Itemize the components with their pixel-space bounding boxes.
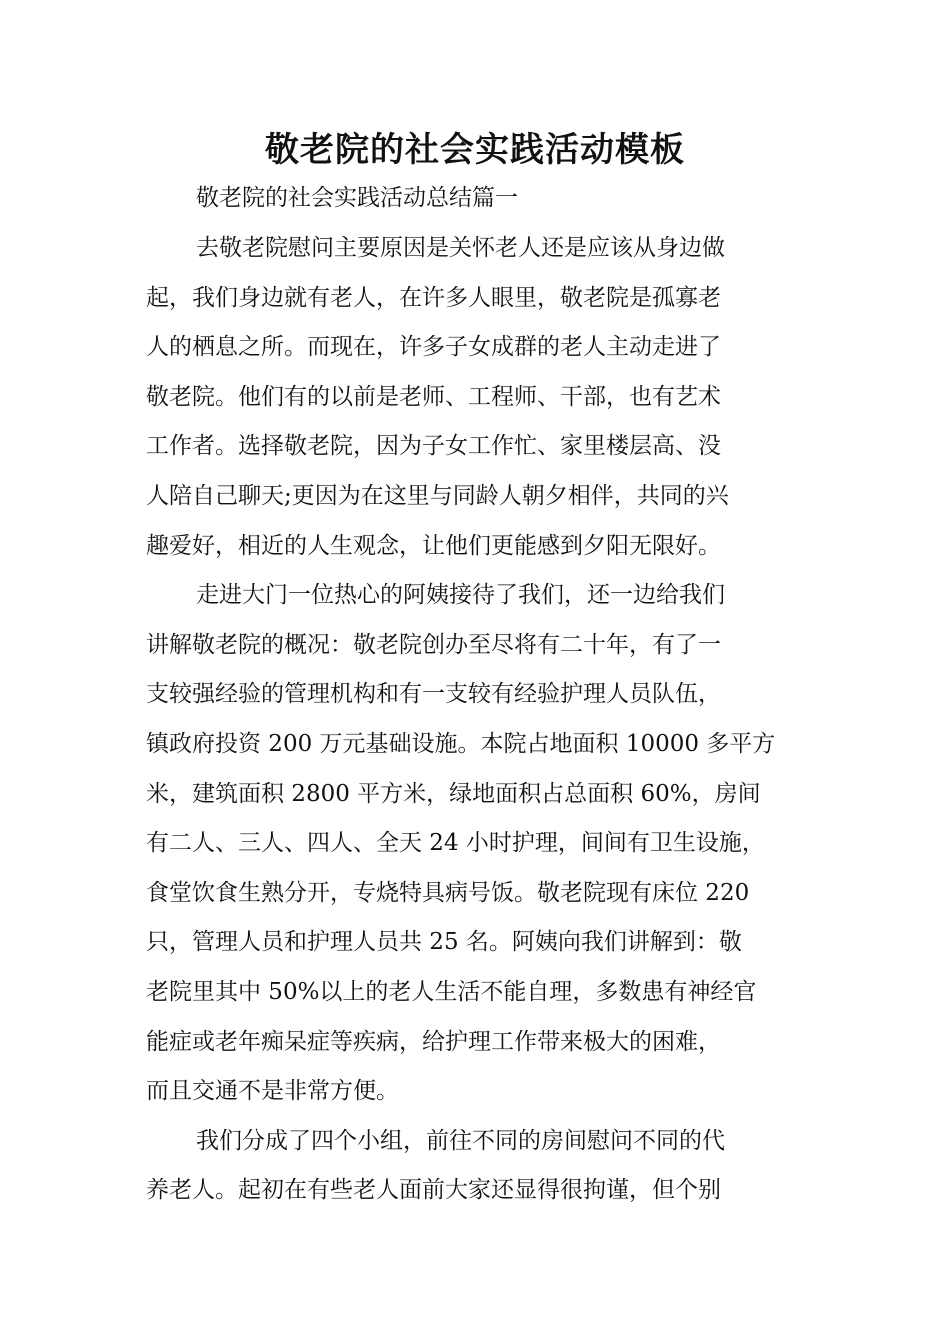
text-line: 而且交通不是非常方便。 xyxy=(146,1078,399,1105)
text-line: 有二人、三人、四人、全天 24 小时护理，间间有卫生设施， xyxy=(146,830,765,857)
text-line: 养老人。起初在有些老人面前大家还显得很拘谨，但个别 xyxy=(146,1177,721,1204)
text-line: 走进大门一位热心的阿姨接待了我们，还一边给我们 xyxy=(196,582,725,609)
text-line: 起，我们身边就有老人，在许多人眼里，敬老院是孤寡老 xyxy=(146,284,721,311)
text-line: 人的栖息之所。而现在，许多子女成群的老人主动走进了 xyxy=(146,334,721,361)
paragraph-2 xyxy=(146,571,816,1117)
text-line: 食堂饮食生熟分开，专烧特具病号饭。敬老院现有床位 220 xyxy=(146,879,750,906)
text-line: 镇政府投资 200 万元基础设施。本院占地面积 10000 多平方 xyxy=(146,730,776,757)
text-line: 工作者。选择敬老院，因为子女工作忙、家里楼层高、没 xyxy=(146,433,721,460)
text-line: 人陪自己聊天;更因为在这里与同龄人朝夕相伴，共同的兴 xyxy=(146,482,729,509)
text-line: 支较强经验的管理机构和有一支较有经验护理人员队伍， xyxy=(146,681,721,708)
document-title: 敬老院的社会实践活动模板 xyxy=(265,130,685,170)
text-line: 我们分成了四个小组，前往不同的房间慰问不同的代 xyxy=(196,1127,725,1154)
text-line: 趣爱好，相近的人生观念，让他们更能感到夕阳无限好。 xyxy=(146,532,721,559)
text-line: 去敬老院慰问主要原因是关怀老人还是应该从身边做 xyxy=(196,235,725,261)
text-line: 能症或老年痴呆症等疾病，给护理工作带来极大的困难， xyxy=(146,1028,721,1055)
text-line: 老院里其中 50%以上的老人生活不能自理，多数患有神经官 xyxy=(146,978,757,1005)
document-body xyxy=(146,224,816,1216)
text-line: 只，管理人员和护理人员共 25 名。阿姨向我们讲解到：敬 xyxy=(146,929,742,956)
paragraph-3 xyxy=(146,1117,816,1216)
text-line: 米，建筑面积 2800 平方米，绿地面积占总面积 60%，房间 xyxy=(146,780,761,807)
document-subtitle: 敬老院的社会实践活动总结篇一 xyxy=(196,185,518,211)
text-line: 讲解敬老院的概况：敬老院创办至尽将有二十年，有了一 xyxy=(146,631,721,658)
paragraph-1 xyxy=(146,224,816,571)
text-line: 敬老院。他们有的以前是老师、工程师、干部，也有艺术 xyxy=(146,383,721,410)
